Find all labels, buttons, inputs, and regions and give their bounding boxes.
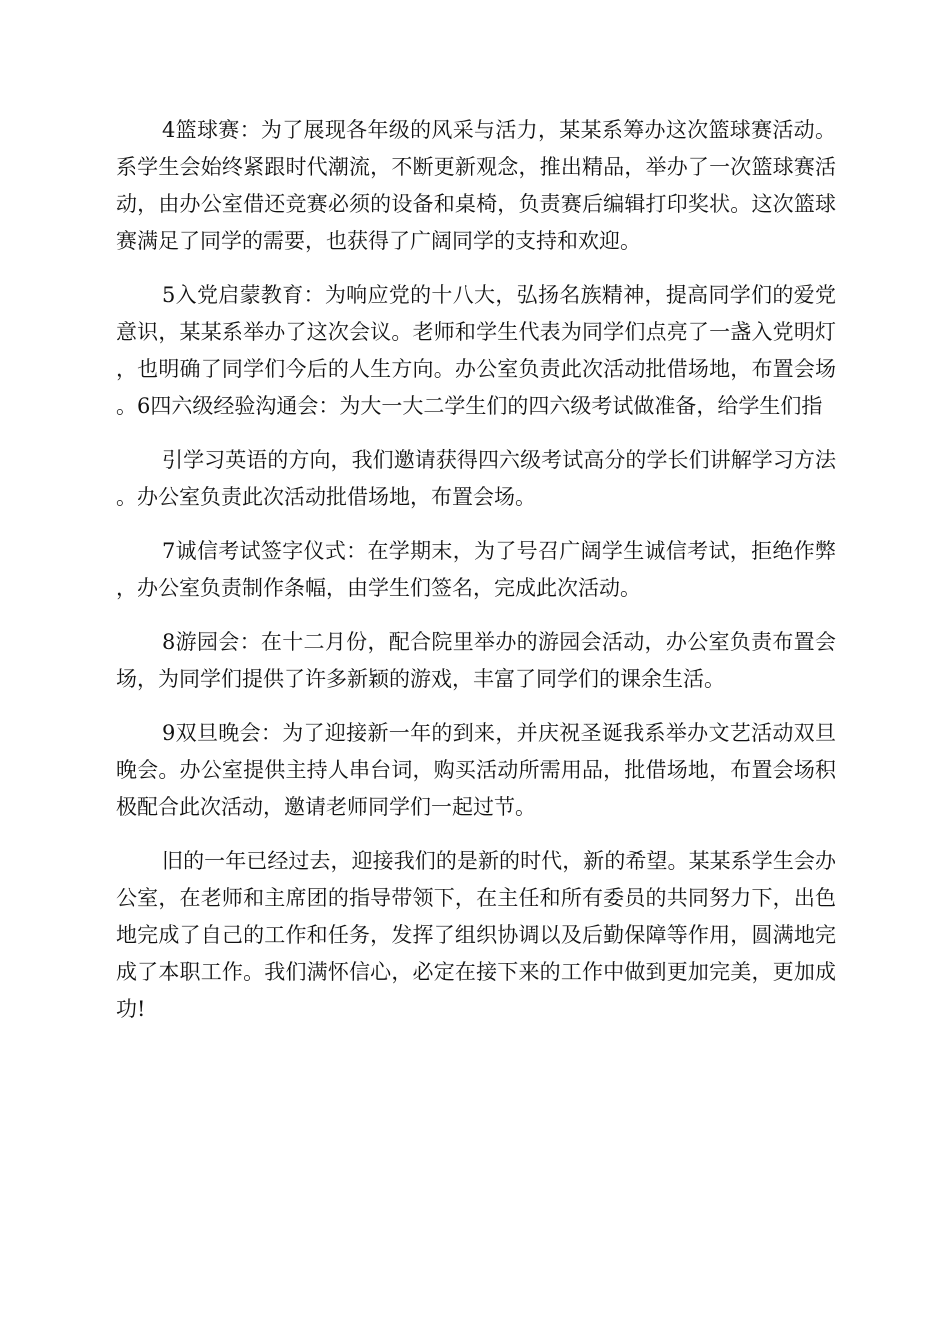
paragraph-garden-party: 8游园会：在十二月份，配合院里举办的游园会活动，办公室负责布置会场，为同学们提供了许多新颖的游戏，丰富了同学们的课余生活。: [116, 630, 836, 691]
paragraph-party-education: 5入党启蒙教育：为响应党的十八大，弘扬名族精神，提高同学们的爱党意识，某某系举办了这次会议。老师和学生代表为同学们点亮了一盏入党明灯，也明确了同学们今后的人生方向。办公室负责此次活动批借场地，布置会场。6四六级经验沟通会：为大一大二学生们的四六级考试做准备，给学生们指: [116, 283, 836, 418]
paragraph-basketball: 4篮球赛：为了展现各年级的风采与活力，某某系筹办这次篮球赛活动。系学生会始终紧跟时代潮流，不断更新观念，推出精品，举办了一次篮球赛活动，由办公室借还竞赛必须的设备和桌椅，负责赛后编辑打印奖状。这次篮球赛满足了同学的需要，也获得了广阔同学的支持和欢迎。: [116, 118, 836, 253]
paragraph-honesty-exam: 7诚信考试签字仪式：在学期末，为了号召广阔学生诚信考试，拒绝作弊，办公室负责制作条幅，由学生们签名，完成此次活动。: [116, 539, 836, 600]
paragraph-english-guidance: 引学习英语的方向，我们邀请获得四六级考试高分的学长们讲解学习方法。办公室负责此次活动批借场地，布置会场。: [116, 448, 836, 509]
paragraph-conclusion: 旧的一年已经过去，迎接我们的是新的时代，新的希望。某某系学生会办公室，在老师和主席团的指导带领下，在主任和所有委员的共同努力下，出色地完成了自己的工作和任务，发挥了组织协调以及后勤保障等作用，圆满地完成了本职工作。我们满怀信心，必定在接下来的工作中做到更加完美，更加成功!: [116, 849, 836, 1021]
paragraph-new-year-gala: 9双旦晚会：为了迎接新一年的到来，并庆祝圣诞我系举办文艺活动双旦晚会。办公室提供主持人串台词，购买活动所需用品，批借场地，布置会场积极配合此次活动，邀请老师同学们一起过节。: [116, 721, 836, 819]
document-page: [116, 112, 836, 1045]
